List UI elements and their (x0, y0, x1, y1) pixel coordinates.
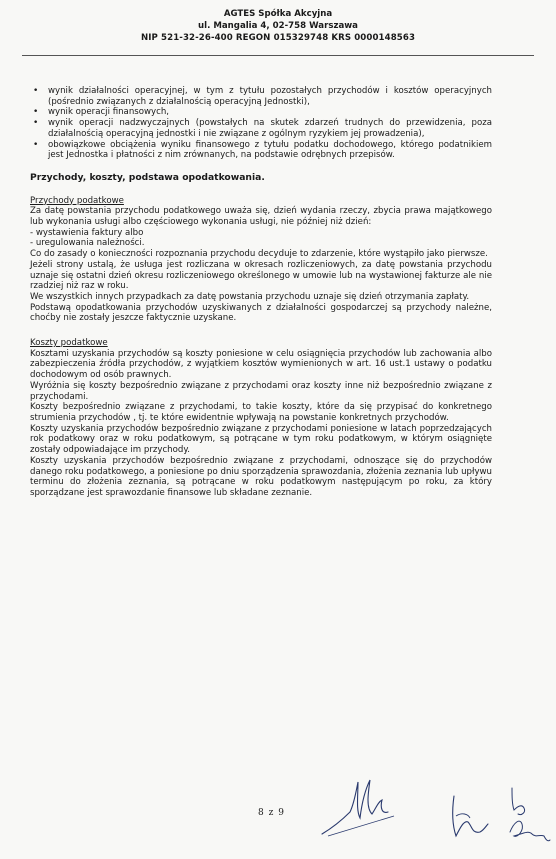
signature-3-icon (504, 784, 552, 854)
page-number: 8 z 9 (258, 808, 285, 818)
costs-heading: Koszty podatkowe (30, 338, 108, 349)
paragraph: Koszty bezpośrednio związane z przychodami, to takie koszty, które da się przypisać do konkretnego strumienia przychodów , tj. te które ewidentnie wpływają na powstanie konkretnych przychodów. (30, 402, 492, 423)
paragraph: Wyróżnia się koszty bezpośrednio związane z przychodami oraz koszty inne niż bezpośrednio związane z przychodami. (30, 380, 492, 402)
paragraph: Koszty uzyskania przychodów bezpośrednio związane z przychodami, odnoszące się do przychodów danego roku podatkowego, a poniesione po dniu sporządzenia sprawozdania, złożenia zeznania lub upływu terminu do złożenia zeznania, są potrącane w roku podatkowym następującym po roku, za który sporządzane jest sprawozdanie finansowe lub składane zeznanie. (30, 455, 492, 498)
paragraph: - wystawienia faktury albo (30, 227, 144, 238)
paragraph: - uregulowania należności. (30, 238, 145, 249)
paragraph: We wszystkich innych przypadkach za datę powstania przychodu uznaje się dzień otrzymania zapłaty. (30, 291, 470, 302)
document-body (30, 86, 492, 499)
paragraph: Co do zasady o konieczności rozpoznania przychodu decyduje to zdarzenie, które wystąpiło jako pierwsze. (30, 249, 488, 260)
letterhead (0, 8, 556, 44)
paragraph: Za datę powstania przychodu podatkowego uważa się, dzień wydania rzeczy, zbycia prawa majątkowego lub wykonania usługi albo częściowego wykonania usługi, nie później niż dzień: (30, 206, 492, 228)
company-name: AGTES Spółka Akcyjna (223, 9, 333, 19)
paragraph: Jeżeli strony ustalą, że usługa jest rozliczana w okresach rozliczeniowych, za datę powstania przychodu uznaje się ostatni dzień okresu rozliczeniowego określonego w umowie lub na wystawionej fakturze ale nie rzadziej niż raz w roku. (30, 259, 492, 292)
company-ids: NIP 521-32-26-400 REGON 015329748 KRS 0000148563 (140, 33, 416, 43)
header-divider (22, 55, 534, 56)
results-list (30, 86, 492, 161)
signature-1-icon (318, 772, 398, 842)
list-item: • obowiązkowe obciążenia wyniku finansowego z tytułu podatku dochodowego, którego podatnikiem jest Jednostka i płatności z nim zrównanych, na podstawie odrębnych przepisów. (30, 140, 492, 161)
paragraph: Podstawą opodatkowania przychodów uzyskiwanych z działalności gospodarczej są przychody należne, choćby nie zostały jeszcze faktycznie uzyskane. (30, 302, 492, 324)
revenue-heading: Przychody podatkowe (30, 195, 124, 206)
section-title: Przychody, koszty, podstawa opodatkowania. (30, 171, 265, 183)
signature-2-icon (446, 786, 490, 846)
paragraph: Koszty uzyskania przychodów bezpośrednio związane z przychodami poniesione w latach poprzedzających rok podatkowy oraz w roku podatkowym, są potrącane w tym roku podatkowym, w którym osiągnięte zostały odpowiadające im przychody. (30, 423, 492, 456)
list-item: • wynik działalności operacyjnej, w tym z tytułu pozostałych przychodów i kosztów operacyjnych (pośrednio związanych z działalnością operacyjną Jednostki), (30, 86, 492, 107)
list-item: • wynik operacji nadzwyczajnych (powstałych na skutek zdarzeń trudnych do przewidzenia, poza działalnością operacyjną jednostki i nie związane z ogólnym ryzykiem jej prowadzenia), (30, 118, 492, 139)
company-address: ul. Mangalia 4, 02-758 Warszawa (198, 21, 358, 31)
paragraph: Kosztami uzyskania przychodów są koszty poniesione w celu osiągnięcia przychodów lub zachowania albo zabezpieczenia źródła przychodów, z wyjątkiem kosztów wymienionych w art. 16 ust.1 ustawy o podatku dochodowym od osób prawnych. (30, 348, 492, 381)
spacer (30, 324, 492, 338)
list-item: • wynik operacji finansowych, (30, 107, 492, 118)
